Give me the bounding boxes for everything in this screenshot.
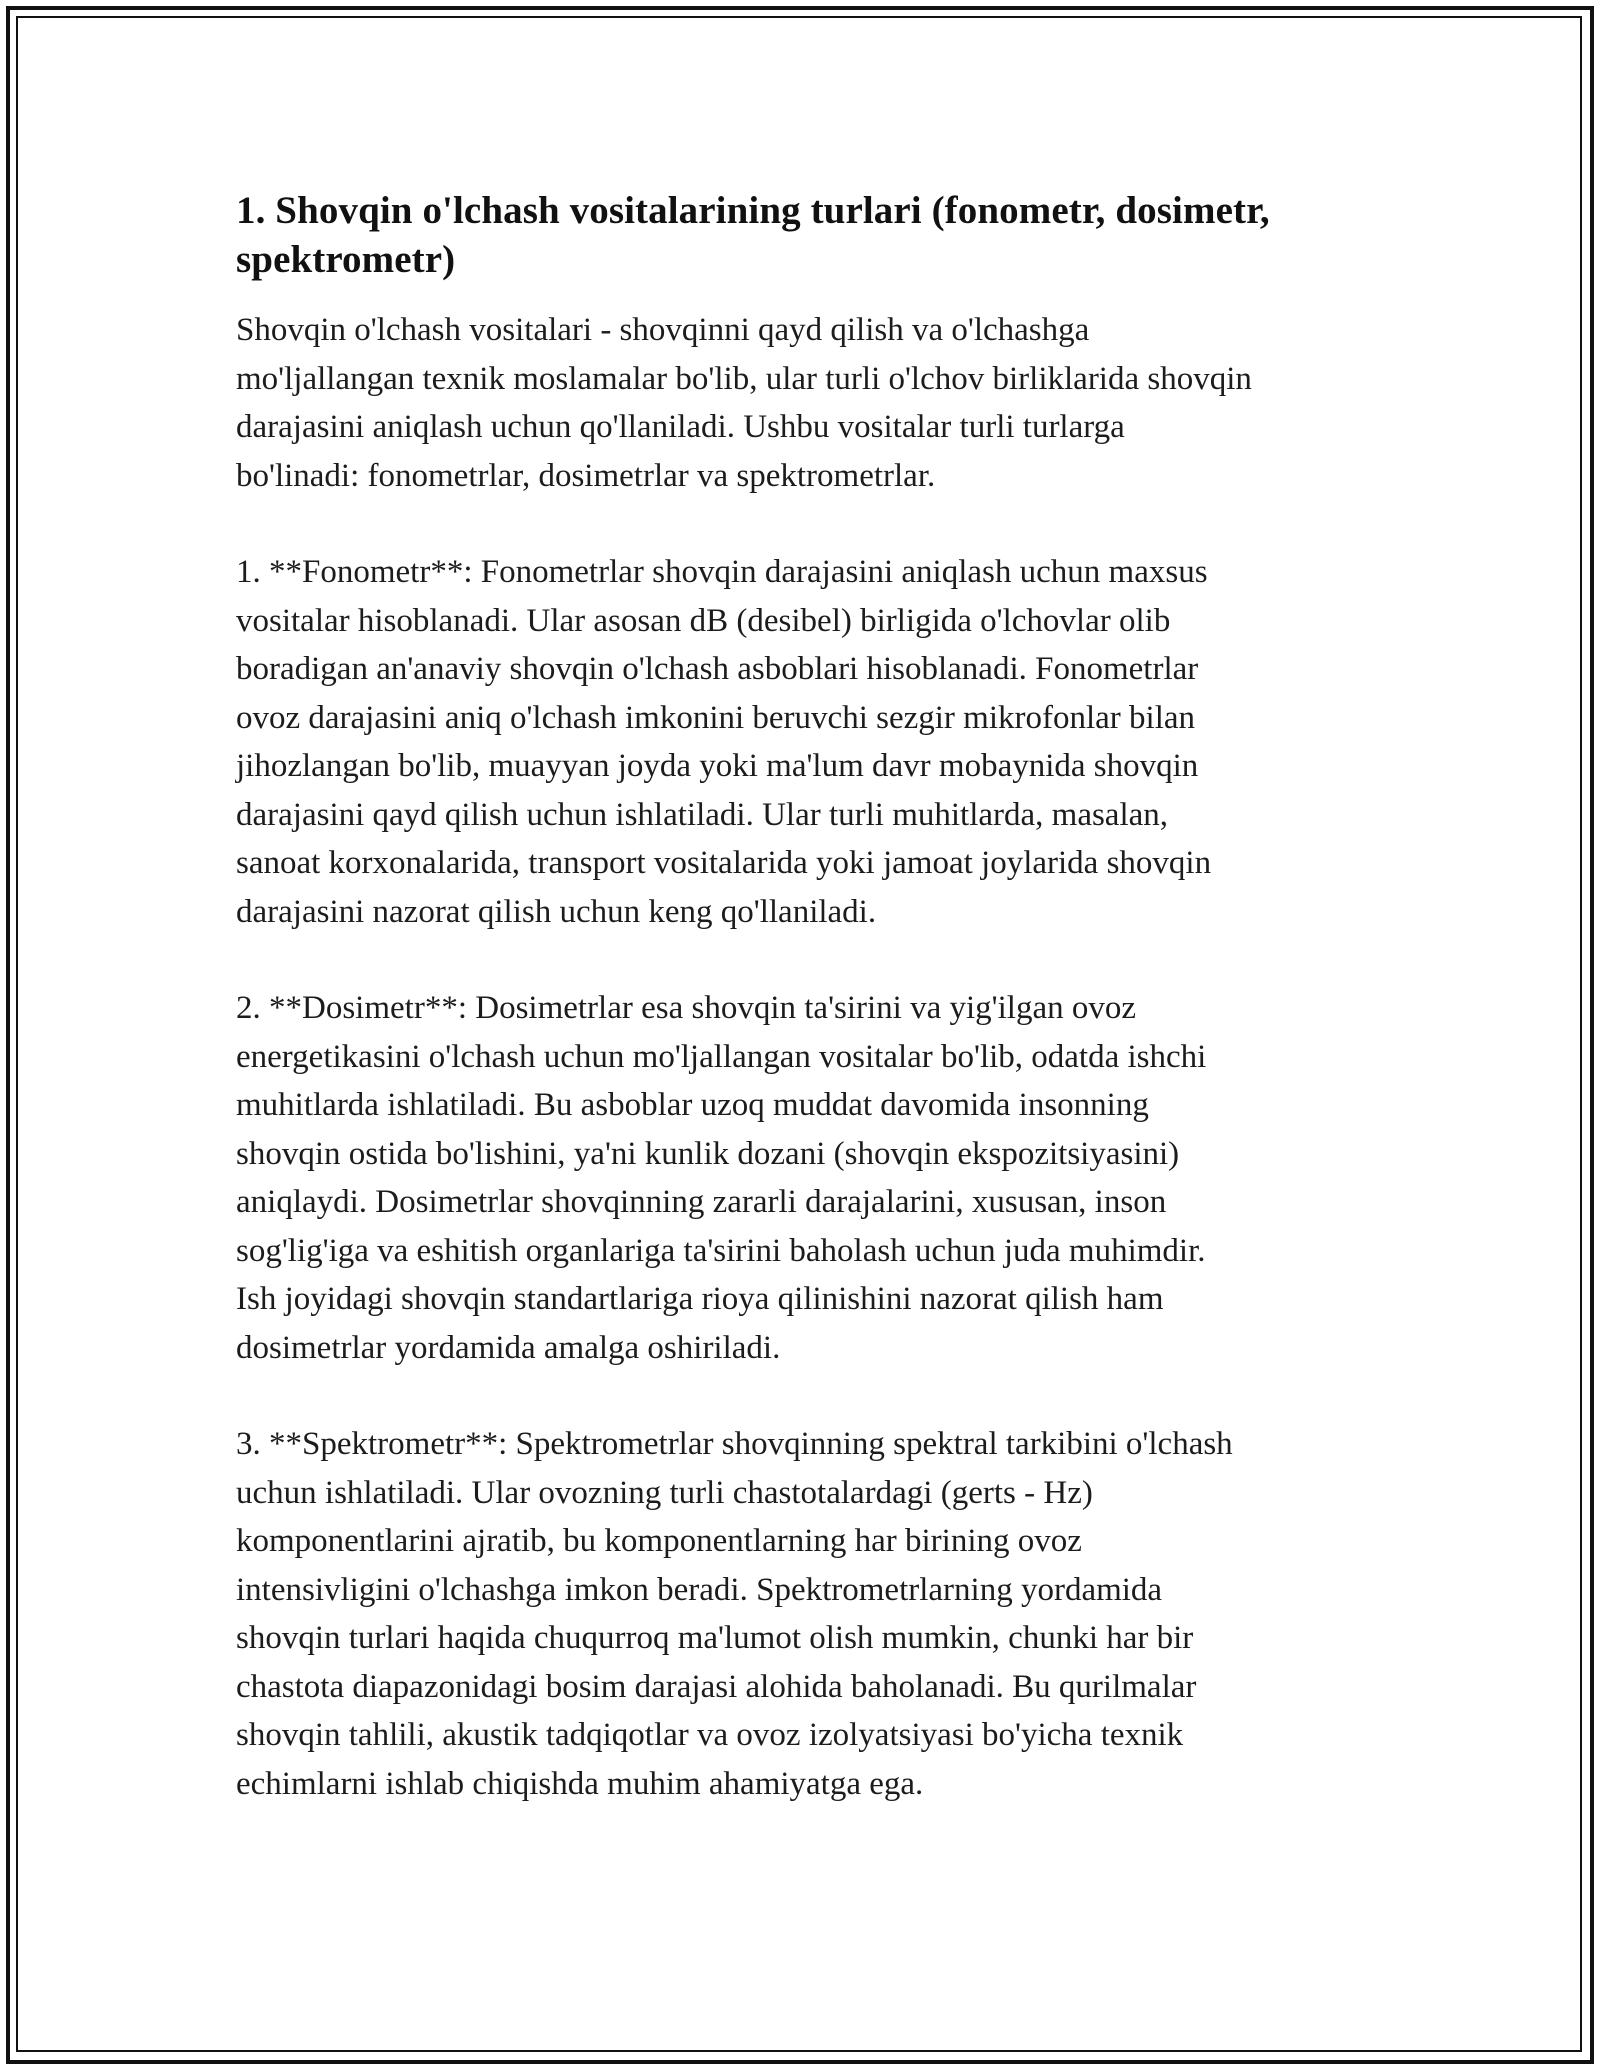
document-page xyxy=(236,186,1376,1808)
text-line: shovqin turlari haqida chuqurroq ma'lumot olish mumkin, chunki har bir xyxy=(236,1620,1194,1656)
heading-line: spektrometr) xyxy=(236,238,456,281)
text-line: jihozlangan bo'lib, muayyan joyda yoki ma'lum davr mobaynida shovqin xyxy=(236,748,1199,784)
text-line: intensivligini o'lchashga imkon beradi. Spektrometrlarning yordamida xyxy=(236,1571,1163,1608)
text-line: mo'ljallangan texnik moslamalar bo'lib, ular turli o'lchov birliklarida shovqin xyxy=(236,360,1252,397)
text-line: Ish joyidagi shovqin standartlariga rioya qilinishini nazorat qilish ham xyxy=(236,1281,1164,1317)
text-line: sog'lig'iga va eshitish organlariga ta'sirini baholash uchun juda muhimdir. xyxy=(236,1232,1206,1269)
text-line: darajasini aniqlash uchun qo'llaniladi. Ushbu vositalar turli turlarga xyxy=(236,409,1125,445)
text-line: shovqin ostida bo'lishini, ya'ni kunlik dozani (shovqin ekspozitsiyasini) xyxy=(236,1135,1180,1172)
text-line: muhitlarda ishlatiladi. Bu asboblar uzoq muddat davomida insonning xyxy=(236,1087,1149,1123)
text-line: chastota diapazonidagi bosim darajasi alohida baholanadi. Bu qurilmalar xyxy=(236,1668,1197,1705)
text-line: komponentlarini ajratib, bu komponentlarning har birining ovoz xyxy=(236,1523,1082,1559)
text-line: Shovqin o'lchash vositalari - shovqinni qayd qilish va o'lchashga xyxy=(236,312,1090,348)
text-line: darajasini nazorat qilish uchun keng qo'llaniladi. xyxy=(236,893,877,930)
text-line: shovqin tahlili, akustik tadqiqotlar va ovoz izolyatsiyasi bo'yicha texnik xyxy=(236,1717,1184,1753)
text-line: boradigan an'anaviy shovqin o'lchash asboblari hisoblanadi. Fonometrlar xyxy=(236,651,1199,687)
text-line: uchun ishlatiladi. Ular ovozning turli chastotalardagi (gerts - Hz) xyxy=(236,1474,1093,1511)
text-line: 2. **Dosimetr**: Dosimetrlar esa shovqin ta'sirini va yig'ilgan ovoz xyxy=(236,990,1136,1026)
fonometr-paragraph xyxy=(236,548,1376,936)
text-line: bo'linadi: fonometrlar, dosimetrlar va spektrometrlar. xyxy=(236,457,936,494)
dosimetr-paragraph xyxy=(236,984,1376,1372)
intro-paragraph xyxy=(236,306,1376,500)
text-line: echimlarni ishlab chiqishda muhim ahamiyatga ega. xyxy=(236,1765,924,1802)
text-line: 1. **Fonometr**: Fonometrlar shovqin darajasini aniqlash uchun maxsus xyxy=(236,554,1208,590)
text-line: aniqlaydi. Dosimetrlar shovqinning zararli darajalarini, xususan, inson xyxy=(236,1184,1167,1220)
text-line: dosimetrlar yordamida amalga oshiriladi. xyxy=(236,1329,781,1366)
text-line: sanoat korxonalarida, transport vositalarida yoki jamoat joylarida shovqin xyxy=(236,845,1212,881)
text-line: energetikasini o'lchash uchun mo'ljallangan vositalar bo'lib, odatda ishchi xyxy=(236,1038,1207,1075)
text-line: vositalar hisoblanadi. Ular asosan dB (desibel) birligida o'lchovlar olib xyxy=(236,602,1171,639)
spektrometr-paragraph xyxy=(236,1420,1376,1808)
text-line: 3. **Spektrometr**: Spektrometrlar shovqinning spektral tarkibini o'lchash xyxy=(236,1426,1233,1462)
section-heading xyxy=(236,186,1376,284)
text-line: ovoz darajasini aniq o'lchash imkonini beruvchi sezgir mikrofonlar bilan xyxy=(236,699,1196,736)
text-line: darajasini qayd qilish uchun ishlatiladi. Ular turli muhitlarda, masalan, xyxy=(236,796,1169,833)
heading-line: 1. Shovqin o'lchash vositalarining turlari (fonometr, dosimetr, xyxy=(236,189,1270,232)
